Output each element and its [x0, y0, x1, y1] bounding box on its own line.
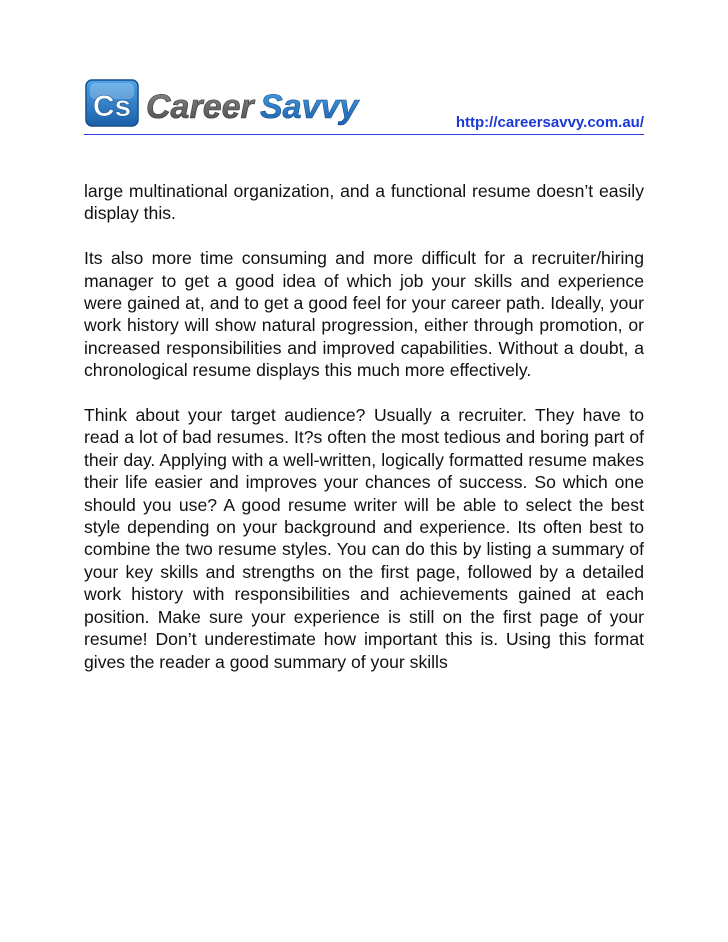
paragraph-1: large multinational organization, and a functional resume doesn’t easily display this.: [84, 181, 644, 224]
paragraph-3: Think about your target audience? Usually a recruiter. They have to read a lot of bad resumes. It?s often the most tedious and boring part of their day. Applying with a well-written, logically formatted resume makes their life easier and improves your chances of success. So which one should you use? A good resume writer will be able to select the best style depending on your background and experience. Its often best to combine the two resume styles. You can do this by listing a summary of your key skills and strengths on the first page, followed by a detailed work history with responsibilities and achievements gained at each position. Make sure your experience is still on the first page of your resume! Don’t underestimate how important this is. Using this format gives the reader a good summary of your skills: [84, 405, 644, 672]
logo-word-savvy: Savvy: [260, 88, 359, 126]
document-body: [84, 180, 644, 673]
careersavvy-logo: [84, 78, 374, 128]
header-divider: [84, 134, 644, 135]
logo-letters: Cs: [92, 90, 132, 123]
logo-word-career: Career: [146, 88, 254, 126]
paragraph-2: Its also more time consuming and more difficult for a recruiter/hiring manager to get a good idea of which job your skills and experience were gained at, and to get a good feel for your career path. Ideally, your work history will show natural progression, either through promotion, or increased responsibilities and improved capabilities. Without a doubt, a chronological resume displays this much more effectively.: [84, 248, 644, 381]
page-header: [84, 78, 644, 136]
logo-graphic: [84, 78, 374, 128]
website-url-link[interactable]: http://careersavvy.com.au/: [455, 114, 644, 131]
